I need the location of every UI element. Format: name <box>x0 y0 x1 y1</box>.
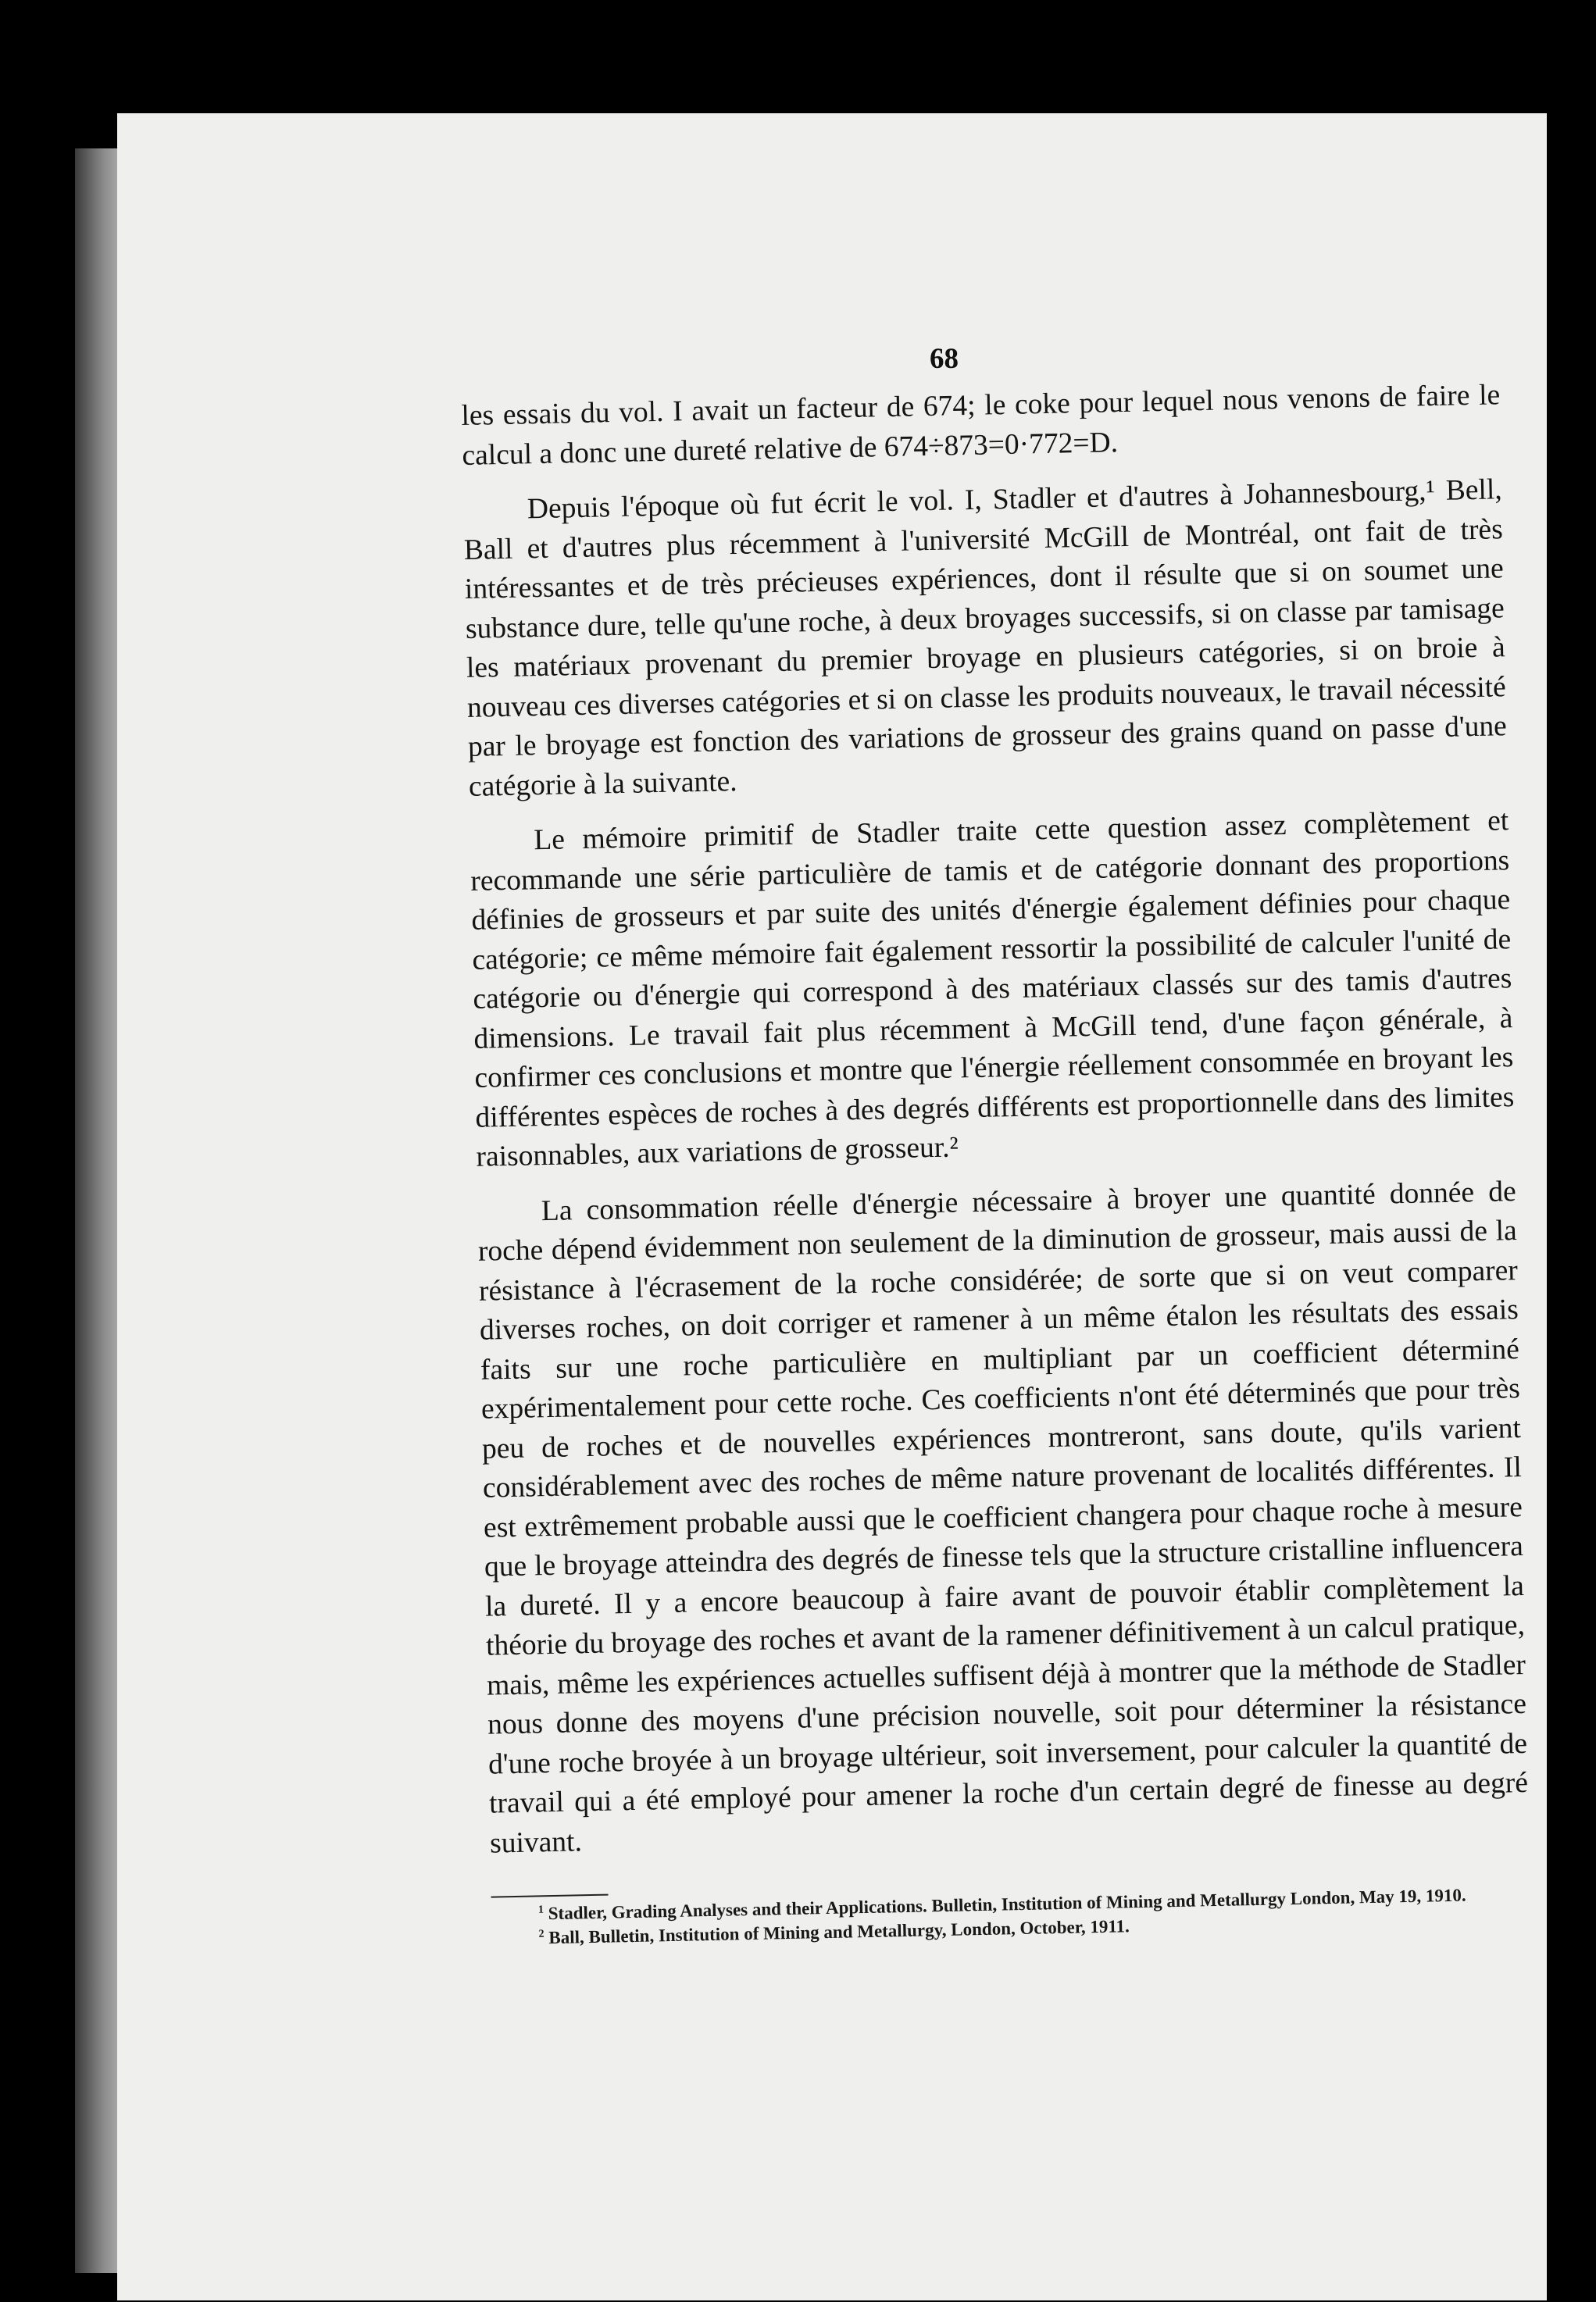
footnote-1-mark: 1 <box>537 1904 544 1916</box>
footnote-rule <box>491 1894 609 1898</box>
body-text <box>461 376 1531 1950</box>
paragraph-2: Depuis l'époque où fut écrit le vol. I, Stadler et d'autres à Johannesbourg,¹ Bell, Ball et d'autres plus récemment à l'université McGill de Montréal, ont fait de très intéressantes et de très précieuses expériences, dont il résulte que si on soumet une substance dure, telle qu'une roche, à deux broyages successifs, si on classe par tamisage les matériaux provenant du premier broyage en plusieurs catégories, si on broie à nouveau ces diverses catégories et si on classe les produits nouveaux, le travail nécessité par le broyage est fonction des variations de grosseur des grains quand on passe d'une catégorie à la suivante. <box>463 473 1508 803</box>
page-number: 68 <box>930 343 959 375</box>
paragraph-3: Le mémoire primitif de Stadler traite cette question assez complètement et recommande une série particulière de tamis et de catégorie donnant des proportions définies de grosseurs et par suite des unités d'énergie également définies pour chaque catégorie; ce même mémoire fait également ressortir la possibilité de calculer l'unité de catégorie ou d'énergie qui correspond à des matériaux classés sur des tamis d'autres dimensions. Le travail fait plus récemment à McGill tend, d'une façon générale, à confirmer ces conclusions et montre que l'énergie réellement consommée en broyant les différentes espèces de roches à des degrés différents est proportionnelle dans des limites raisonnables, aux variations de grosseur.² <box>470 805 1515 1173</box>
paragraph-1: les essais du vol. I avait un facteur de 674; le coke pour lequel nous venons de faire le calcul a donc une dureté relative de 674÷873=0·772=D. <box>461 379 1501 472</box>
footnote-2-mark: 2 <box>538 1928 544 1940</box>
footnote-1-text: Stadler, Grading Analyses and their Applications. Bulletin, Institution of Mining and Metallurgy London, May 19, 1910. <box>548 1885 1466 1924</box>
footnote-2-text: Ball, Bulletin, Institution of Mining and Metallurgy, London, October, 1911. <box>548 1916 1130 1948</box>
paragraph-4: La consommation réelle d'énergie nécessaire à broyer une quantité donnée de roche dépend évidemment non seulement de la diminution de grosseur, mais aussi de la résistance à l'écrasement de la roche considérée; de sorte que si on veut comparer diverses roches, on doit corriger et ramener à un même étalon les résultats des essais faits sur une roche particulière en multipliant par un coefficient déterminé expérimentalement pour cette roche. Ces coefficients n'ont été déterminés que pour très peu de roches et de nouvelles expériences montreront, sans doute, qu'ils varient considérablement avec des roches de même nature provenant de localités différentes. Il est extrêmement probable aussi que le coefficient changera pour chaque roche à mesure que le broyage atteindra des degrés de finesse tels que la structure cristalline influencera la dureté. Il y a encore beaucoup à faire avant de pouvoir établir complètement la théorie du broyage des roches et avant de la ramener définitivement à un calcul pratique, mais, même les expériences actuelles suffisent déjà à montrer que la méthode de Stadler nous donne des moyens d'une précision nouvelle, soit pour déterminer la résistance d'une roche broyée à un broyage ultérieur, soit inversement, pour calculer la quantité de travail qui a été employé pour amener la roche d'un certain degré de finesse au degré suivant. <box>477 1175 1529 1860</box>
